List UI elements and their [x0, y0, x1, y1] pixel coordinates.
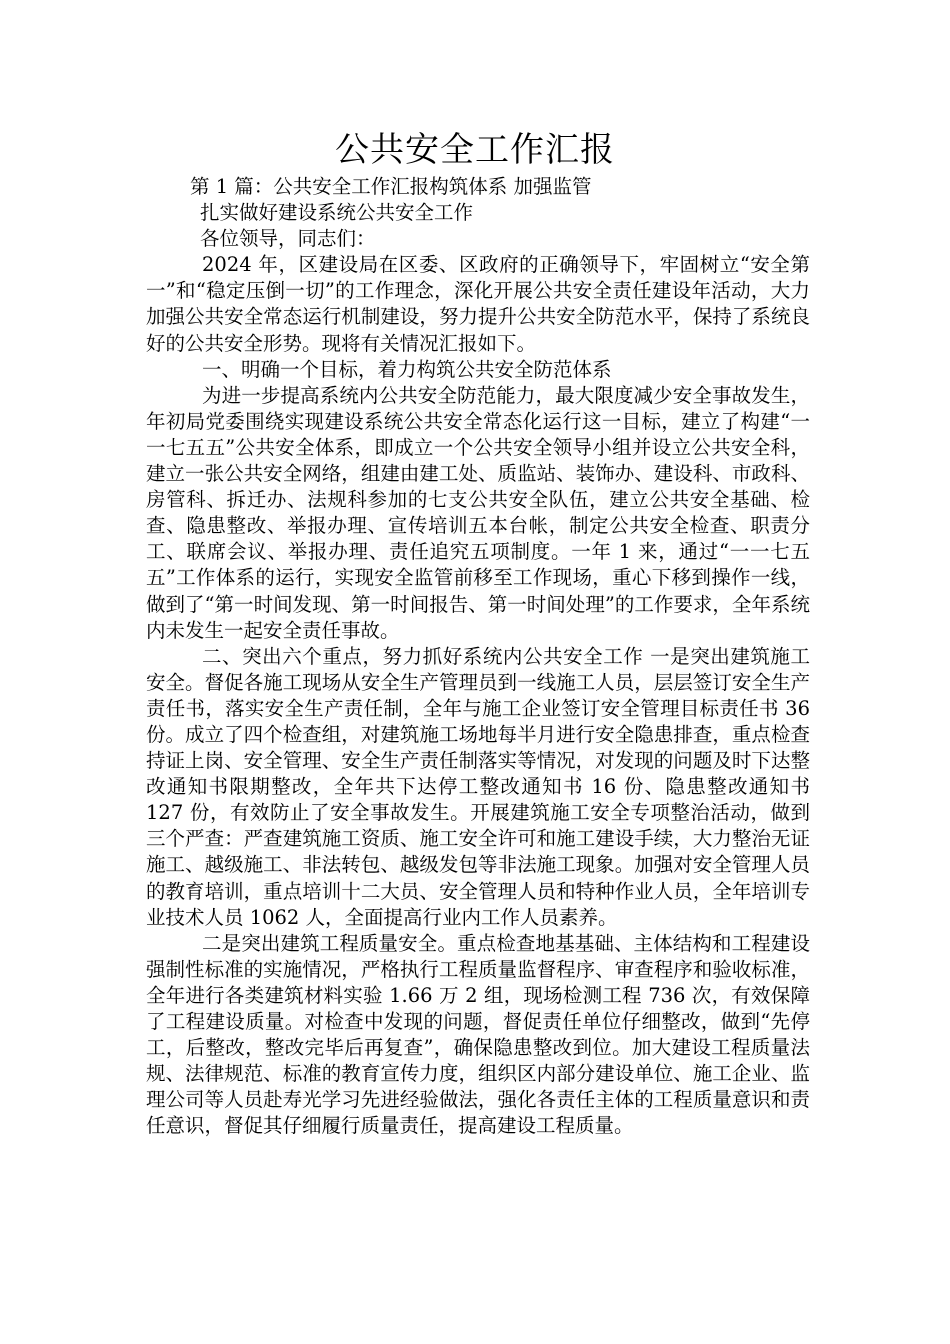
section-2-paragraph: 二、突出六个重点，努力抓好系统内公共安全工作 一是突出建筑施工安全。督促各施工现场从安全生产管理员到一线施工人员，层层签订安全生产责任书，落实安全生产责任制，全年与施工企业签订安全管理目标责任书 36 份。成立了四个检查组，对建筑施工场地每半月进行安全隐患排查，重点检查持证上岗、安全管理、安全生产责任制落实等情况，对发现的问题及时下达整改通知书限期整改，全年共下达停工整改通知书 16 份、隐患整改通知书 127 份，有效防止了安全事故发生。开展建筑施工安全专项整治活动，做到三个严查：严查建筑施工资质、施工安全许可和施工建设手续，大力整治无证施工、越级施工、非法转包、越级发包等非法施工现象。加强对安全管理人员的教育培训，重点培训十二大员、安全管理人员和特种作业人员，全年培训专业技术人员 1062 人，全面提高行业内工作人员素养。 [146, 644, 810, 929]
section-1-paragraph: 为进一步提高系统内公共安全防范能力，最大限度减少安全事故发生，年初局党委围绕实现建设系统公共安全常态化运行这一目标，建立了构建“一一七五五”公共安全体系，即成立一个公共安全领导小组并设立公共安全科，建立一张公共安全网络，组建由建工处、质监站、装饰办、建设科、市政科、房管科、拆迁办、法规科参加的七支公共安全队伍，建立公共安全基础、检查、隐患整改、举报办理、宣传培训五本台帐，制定公共安全检查、职责分工、联席会议、举报办理、责任追究五项制度。一年 1 来，通过“一一七五五”工作体系的运行，实现安全监管前移至工作现场，重心下移到操作一线，做到了“第一时间发现、第一时间报告、第一时间处理”的工作要求，全年系统内未发生一起安全责任事故。 [146, 383, 810, 642]
intro-paragraph: 2024 年，区建设局在区委、区政府的正确领导下，牢固树立“安全第一”和“稳定压倒一切”的工作理念，深化开展公共安全责任建设年活动，大力加强公共安全常态运行机制建设，努力提升公共安全防范水平，保持了系统良好的公共安全形势。现将有关情况汇报如下。 [146, 253, 810, 355]
subtitle-line-1: 第 1 篇：公共安全工作汇报构筑体系 加强监管 [190, 175, 592, 198]
document-body [146, 174, 810, 1139]
section-1-heading: 一、明确一个目标，着力构筑公共安全防范体系 [202, 357, 612, 381]
salutation: 各位领导，同志们： [200, 227, 376, 251]
section-3-paragraph: 二是突出建筑工程质量安全。重点检查地基基础、主体结构和工程建设强制性标准的实施情况，严格执行工程质量监督程序、审查程序和验收标准，全年进行各类建筑材料实验 1.66 万 2 组，现场检测工程 736 次，有效保障了工程建设质量。对检查中发现的问题，督促责任单位仔细整改，做到“先停工，后整改，整改完毕后再复查”，确保隐患整改到位。加大建设工程质量法规、法律规范、标准的教育宣传力度，组织区内部分建设单位、施工企业、监理公司等人员赴寿光学习先进经验做法，强化各责任主体的工程质量意识和责任意识，督促其仔细履行质量责任，提高建设工程质量。 [146, 931, 810, 1138]
document-title: 公共安全工作汇报 [335, 130, 615, 170]
subtitle-line-2: 扎实做好建设系统公共安全工作 [200, 201, 474, 225]
